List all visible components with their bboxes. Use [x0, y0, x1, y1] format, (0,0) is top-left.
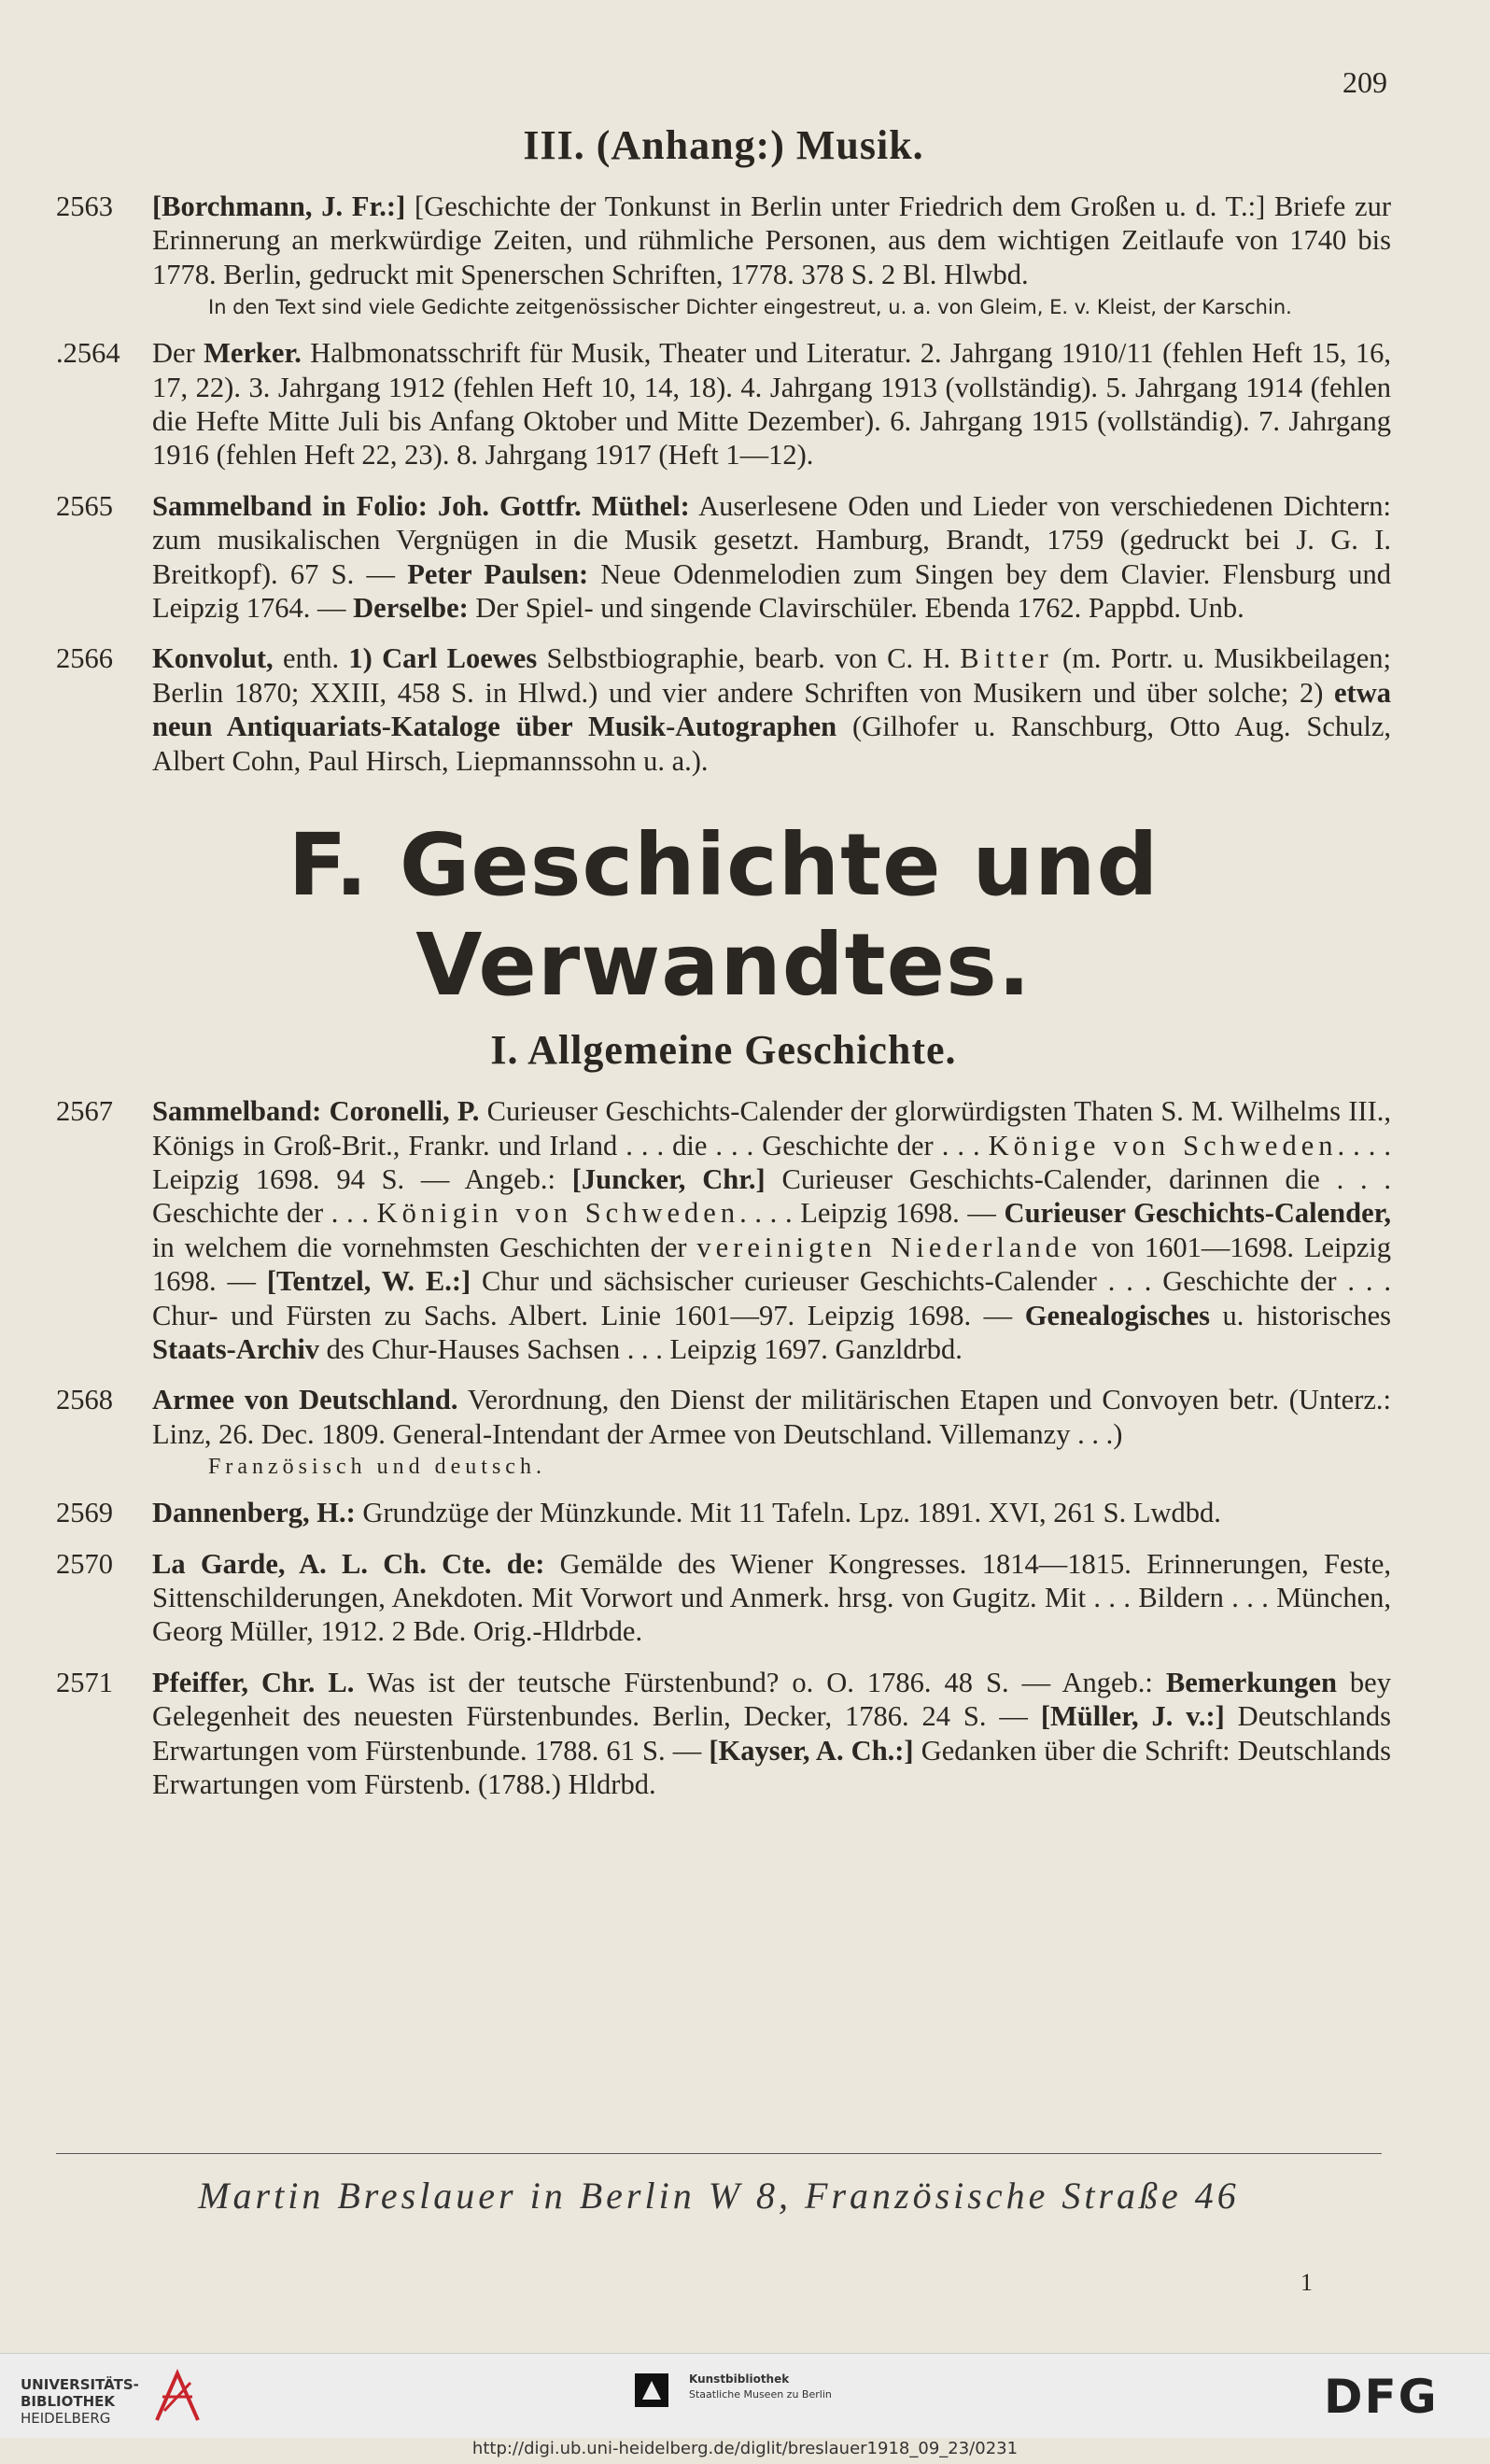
entry-number: 2568	[56, 1384, 113, 1416]
entry-plain-text: Der Spiel- und singende Clavirschüler. Ebenda 1762. Pappbd. Unb.	[468, 592, 1244, 625]
entry-spaced-text: Königin von Schweden	[376, 1197, 740, 1230]
source-url-link[interactable]: http://digi.ub.uni-heidelberg.de/diglit/breslauer1918_09_23/0231	[471, 2439, 1019, 2458]
entry-bold-text: [Juncker, Chr.]	[571, 1162, 766, 1195]
entry-text	[152, 1666, 1391, 1802]
kunstbibliothek-text	[689, 2372, 832, 2402]
entry-text	[152, 641, 1391, 778]
entry-plain-text: . . . . Leipzig 1698. —	[739, 1197, 1005, 1230]
catalog-entry	[56, 190, 1391, 319]
entry-text	[152, 1383, 1391, 1479]
university-line-1: UNIVERSITÄTS-	[21, 2376, 139, 2393]
entry-number: .2564	[56, 337, 120, 370]
entry-number: 2563	[56, 190, 113, 222]
subsection-title: I. Allgemeine Geschichte.	[490, 1027, 957, 1074]
entry-plain-text: Verordnung, den Dienst der militärischen Etapen und Convoyen betr. (Unterz.: Linz, 26. Dec. 1809. General-Intendant der Armee von Deutschland. Villemanzy . . .)	[152, 1384, 1391, 1450]
entry-plain-text: Selbstbiographie, bearb. von C. H.	[537, 642, 961, 675]
university-line-2: BIBLIOTHEK	[21, 2393, 115, 2410]
history-entries	[56, 1094, 1391, 1801]
entry-plain-text: Neue Odenmelodien zum Singen bey dem Clavier. Flensburg und Leipzig 1764. —	[152, 557, 1391, 625]
entry-text	[152, 336, 1391, 472]
entry-bold-text: 1) Carl Loewes	[348, 642, 538, 675]
catalog-entry	[56, 1094, 1391, 1366]
sheet-mark: 1	[1300, 2269, 1313, 2296]
page-content	[56, 121, 1391, 1818]
entry-number: 2565	[56, 489, 113, 522]
entry-bold-text: Genealogisches	[1024, 1299, 1210, 1331]
section-title-music: III. (Anhang:) Musik.	[523, 122, 924, 168]
entry-plain-text: Gedanken über die Schrift: Deutschlands Erwartungen vom Fürstenb. (1788.) Hldrbd.	[152, 1734, 1392, 1800]
entry-bold-text: Sammelband: Coronelli, P.	[152, 1095, 480, 1128]
entry-plain-text: Deutschlands Erwartungen vom Fürstenbunde. 1788. 61 S. —	[152, 1700, 1392, 1767]
university-line-3: HEIDELBERG	[21, 2410, 111, 2427]
footer-imprint: Martin Breslauer in Berlin W 8, Französische Straße 46	[198, 2175, 1240, 2217]
catalog-entry	[56, 489, 1391, 626]
entry-number: 2570	[56, 1547, 113, 1580]
entry-plain-text: Curieuser Geschichts-Calender, darinnen die . . . Geschichte der . . .	[152, 1162, 1391, 1230]
entry-bold-text: [Tentzel, W. E.:]	[266, 1265, 471, 1298]
entry-bold-text: Staats-Archiv	[152, 1332, 320, 1365]
entry-plain-text: [Geschichte der Tonkunst in Berlin unter Friedrich dem Großen u. d. T.:] Briefe zur Erinnerung an merkwürdige Zeiten, und rühmliche Personen, aus dem wichtigen Zeitlaufe von 1740 bis 1778. Berlin, gedruckt mit Spenerschen Schriften, 1778. 378 S. 2 Bl. Hlwbd.	[152, 190, 1392, 290]
entry-bold-text: etwa neun Antiquariats-Kataloge über Musik-Autographen	[152, 676, 1391, 743]
entry-text	[152, 1547, 1391, 1649]
entry-spaced-text: Bitter	[960, 642, 1053, 675]
entry-plain-text: u. historisches	[1209, 1299, 1392, 1331]
music-entries	[56, 190, 1391, 778]
entry-bold-text: Peter Paulsen:	[407, 557, 589, 590]
entry-text	[152, 1094, 1391, 1366]
entry-plain-text: Chur und sächsischer curieuser Geschichts-Calender . . . Geschichte der . . . Chur- und Fürsten zu Sachs. Albert. Linie 1601—97. Leipzig 1698. —	[152, 1265, 1391, 1331]
entry-text	[152, 489, 1391, 626]
entry-number: 2566	[56, 642, 113, 675]
entry-bold-text: Derselbe:	[353, 592, 469, 625]
entry-plain-text: Der	[152, 337, 204, 370]
entry-bold-text: Armee von Deutschland.	[152, 1384, 458, 1416]
entry-bold-text: Konvolut,	[152, 642, 274, 675]
page-number: 209	[1342, 65, 1387, 99]
entry-plain-text: Grundzüge der Münzkunde. Mit 11 Tafeln. Lpz. 1891. XVI, 261 S. Lwdbd.	[355, 1497, 1221, 1529]
entry-plain-text: bey Gelegenheit des neuesten Fürstenbundes. Berlin, Decker, 1786. 24 S. —	[152, 1666, 1391, 1733]
catalog-entry	[56, 1383, 1391, 1479]
kb-line-2: Staatliche Museen zu Berlin	[689, 2388, 832, 2401]
entry-plain-text: Halbmonatsschrift für Musik, Theater und Literatur. 2. Jahrgang 1910/11 (fehlen Heft 15, 16, 17, 22). 3. Jahrgang 1912 (fehlen Heft 10, 14, 18). 4. Jahrgang 1913 (vollständig). 5. Jahrgang 1914 (fehlen die Hefte Mitte Juli bis Anfang Oktober und Mitte Dezember). 6. Jahrgang 1915 (vollständig). 7. Jahrgang 1916 (fehlen Heft 22, 23). 8. Jahrgang 1917 (Heft 1—12).	[152, 337, 1391, 472]
entry-bold-text: [Borchmann, J. Fr.:]	[152, 190, 406, 222]
entry-note: In den Text sind viele Gedichte zeitgenössischer Dichter eingestreut, u. a. von Gleim, E. v. Kleist, der Karschin.	[208, 296, 1292, 319]
entry-bold-text: [Müller, J. v.:]	[1040, 1700, 1225, 1733]
chapter-title: F. Geschichte und Verwandtes.	[288, 815, 1160, 1016]
entry-bold-text: Curieuser Geschichts-Calender,	[1004, 1197, 1392, 1230]
university-logo-icon	[149, 2364, 205, 2429]
university-library-logo-text	[21, 2376, 139, 2427]
entry-plain-text: Curieuser Geschichts-Calender der glorwürdigsten Thaten S. M. Wilhelms III., Königs in Groß-Brit., Frankr. und Irland . . . die . . . Geschichte der . . .	[152, 1095, 1391, 1162]
kunstbibliothek-logo-icon	[635, 2373, 668, 2407]
catalog-entry	[56, 1666, 1391, 1802]
entry-plain-text: von 1601—1698. Leipzig 1698. —	[152, 1231, 1392, 1298]
kb-line-1: Kunstbibliothek	[689, 2372, 790, 2386]
entry-bold-text: Sammelband in Folio: Joh. Gottfr. Müthel:	[152, 489, 690, 522]
entry-number: 2569	[56, 1497, 113, 1529]
entry-plain-text: enth.	[273, 642, 349, 675]
entry-bold-text: Dannenberg, H.:	[152, 1497, 356, 1529]
footer-rule	[56, 2153, 1382, 2154]
catalog-entry	[56, 1547, 1391, 1649]
entry-plain-text: Gemälde des Wiener Kongresses. 1814—1815. Erinnerungen, Feste, Sittenschilderungen, Anekdoten. Mit Vorwort und Anmerk. hrsg. von Gugitz. Mit . . . Bildern . . . München, Georg Müller, 1912. 2 Bde. Orig.-Hldrbde.	[152, 1547, 1391, 1648]
entry-bold-text: Merker.	[204, 337, 302, 370]
entry-plain-text: Was ist der teutsche Fürstenbund? o. O. 1786. 48 S. — Angeb.:	[354, 1666, 1166, 1698]
entry-plain-text: (Gilhofer u. Ranschburg, Otto Aug. Schulz, Albert Cohn, Paul Hirsch, Liepmannssohn u. a.).	[152, 711, 1391, 777]
entry-spaced-text: Könige von Schweden	[988, 1129, 1338, 1162]
entry-plain-text: . . . . Leipzig 1698. 94 S. — Angeb.:	[152, 1129, 1392, 1195]
catalog-entry	[56, 1496, 1391, 1529]
entry-bold-text: La Garde, A. L. Ch. Cte. de:	[152, 1547, 545, 1580]
entry-bold-text: [Kayser, A. Ch.:]	[709, 1734, 914, 1767]
entry-bold-text: Pfeiffer, Chr. L.	[152, 1666, 355, 1698]
entry-plain-text: des Chur-Hauses Sachsen . . . Leipzig 1697. Ganzldrbd.	[319, 1332, 963, 1365]
entry-plain-text: in welchem die vornehmsten Geschichten der	[152, 1231, 697, 1263]
dfg-logo: DFG	[1324, 2370, 1439, 2424]
entry-text	[152, 1496, 1391, 1529]
entry-note: Französisch und deutsch.	[208, 1455, 546, 1480]
entry-number: 2567	[56, 1095, 113, 1128]
entry-number: 2571	[56, 1666, 113, 1698]
entry-text	[152, 190, 1391, 319]
entry-spaced-text: vereinigten Niederlande	[696, 1231, 1082, 1263]
entry-plain-text: Auserlesene Oden und Lieder von verschiedenen Dichtern: zum musikalischen Vergnügen in die Musik gesetzt. Hamburg, Brandt, 1759 (gedruckt bei J. G. I. Breitkopf). 67 S. —	[152, 489, 1391, 590]
entry-plain-text: (m. Portr. u. Musikbeilagen; Berlin 1870; XXIII, 458 S. in Hlwd.) und vier andere Schriften von Musikern und über solche; 2)	[152, 642, 1391, 709]
entry-bold-text: Bemerkungen	[1165, 1666, 1337, 1698]
catalog-entry	[56, 336, 1391, 472]
catalog-entry	[56, 641, 1391, 778]
